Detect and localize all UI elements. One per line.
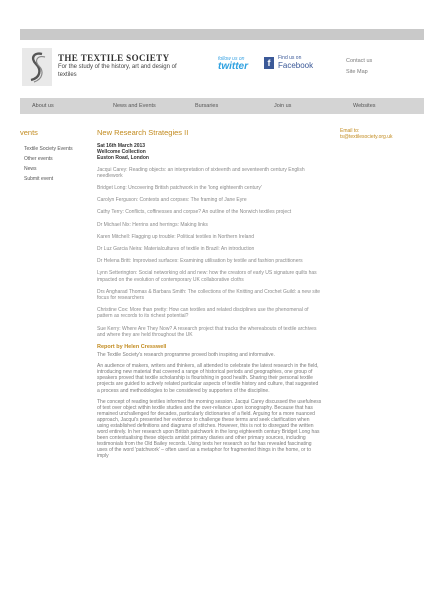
- talk-item: Karen Mitchell: Flagging up trouble: Political textiles in Northern Ireland: [97, 233, 255, 240]
- talk-item: Christine Cox: More than pretty: How can textiles and related disciplines use the phenomenal of pattern as records to its richest potential?: [97, 307, 309, 320]
- org-name[interactable]: THE TEXTILE SOCIETY: [58, 53, 170, 63]
- site-map-link[interactable]: Site Map: [346, 69, 368, 75]
- talk-item: Sue Kerry: Where Are They Now? A research project that tracks the whereabouts of textile archives and where they are held throughout the UK: [97, 325, 317, 338]
- twitter-link[interactable]: [218, 56, 248, 72]
- facebook-icon: f: [264, 57, 274, 69]
- report-paragraph: An audience of makers, writers and thinkers, all attended to celebrate the latest research in the field, introducing new material that covered a range of historical periods and geographies, one group of speakers proved that textile scholarship is flourishing in good health. Sharing their personal textile projects are guided to actively related particular aspects of textile history and culture, that suggested a process and methodologies to be considered by supporters of the discipline.: [97, 363, 319, 394]
- nav-websites[interactable]: Websites: [353, 103, 376, 109]
- nav-news-and-events[interactable]: News and Events: [113, 103, 156, 109]
- talk-item: Jacqui Carey: Reading objects: an interpretation of sixteenth and seventeenth century English needlework: [97, 166, 305, 179]
- main-nav: [20, 98, 424, 114]
- talk-item: Lynn Setterington: Social networking old and new: how the creators of early US signature quilts has impacted on the evolution of contemporary UK collaborative cloths: [97, 270, 317, 283]
- talk-item: Drs Angharad Thomas & Barbara Smith: The collections of the Knitting and Crochet Guild: a new site focus for researchers: [97, 288, 320, 302]
- report-paragraph: The concept of reading textiles informed the morning session. Jacqui Carey discussed the usefulness of text over object within textile studies and the over-reliance upon iconography. Because that has remained unchallenged for decades, particularly dictionaries of a field. Arguing for a more nuanced approach, Jacqui's presented her evidence to challenge these terms and seek clarification when using established definitions and diagrams of stitches. However, this is not to disregard the written word entirely. In her research upon British patchwork in the long eighteenth century Bridget Long has been contextualising these objects amidst primary diaries and other primary sources, including testimonials from the Old Bailey records. Using texts her research so far has revealed fascinating uses of the word 'patchwork' – often used as a metaphor for fragmented things in the home, or to imply: [97, 398, 322, 460]
- event-details: [97, 143, 322, 162]
- contact-us-link[interactable]: Contact us: [346, 58, 373, 64]
- utility-links: [346, 56, 372, 78]
- report-heading: Report by Helen Cresswell: [97, 344, 167, 351]
- talk-item: Cathy Terry: Conflicts, coffinesses and corpse? An outline of the Norwich textiles project: [97, 209, 292, 216]
- talk-item: Bridget Long: Uncovering British patchwork in the 'long eighteenth century': [97, 185, 262, 192]
- email-label: Email to:: [340, 128, 360, 134]
- email-link[interactable]: ts@textilesociety.org.uk: [340, 134, 393, 140]
- contact-box: [340, 128, 424, 140]
- event-date: Sat 16th March 2013: [97, 143, 146, 149]
- nav-about-us[interactable]: About us: [32, 103, 54, 109]
- facebook-caption: Find us on: [278, 55, 302, 61]
- twitter-logo-icon: twitter: [218, 61, 248, 72]
- org-tagline: For the study of the history, art and design of textiles: [58, 64, 177, 78]
- event-venue: Wellcome Collection: [97, 149, 146, 156]
- sidebar-item-other-events[interactable]: Other events: [24, 156, 53, 162]
- sidebar-item-news[interactable]: News: [24, 166, 37, 172]
- talk-item: Carolyn Ferguson: Contexts and corpses: The framing of Jane Eyre: [97, 197, 247, 204]
- sidebar-heading: vents: [20, 128, 38, 137]
- event-address: Euston Road, London: [97, 155, 149, 162]
- top-bar: [20, 29, 424, 40]
- society-logo-icon[interactable]: [22, 48, 52, 86]
- report-paragraph: The Textile Society's research programme proved both inspiring and informative.: [97, 352, 275, 359]
- main-content: [97, 128, 322, 465]
- sidebar-item-textile-society-events[interactable]: Textile Society Events: [24, 146, 73, 152]
- nav-join-us[interactable]: Join us: [274, 103, 292, 109]
- facebook-label: Facebook: [278, 61, 314, 70]
- talk-item: Dr Michael Nix: Herrins and herrings: Making links: [97, 221, 208, 228]
- twitter-caption: follow us on: [218, 56, 245, 62]
- sidebar-item-submit-event[interactable]: Submit event: [24, 176, 54, 182]
- page-title: New Research Strategies II: [97, 128, 189, 137]
- nav-bursaries[interactable]: Bursaries: [195, 103, 219, 109]
- talk-item: Dr Luz Garcia Neira: Materialcultures of textile in Brazil: An introduction: [97, 246, 255, 253]
- talk-item: Dr Helena Britt: Improvised surfaces: Examining utilisation by textile and fashion practitioners: [97, 258, 303, 265]
